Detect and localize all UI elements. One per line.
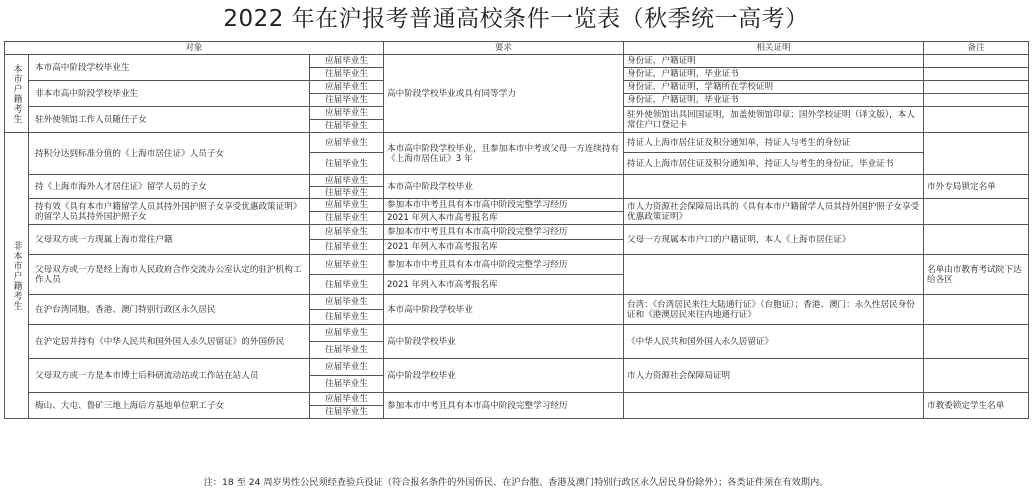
type-current: 应届毕业生 bbox=[310, 133, 384, 153]
document-cell: 身份证，户籍证明，毕业证书 bbox=[624, 68, 924, 81]
requirement-cell: 高中阶段学校毕业 bbox=[384, 359, 624, 393]
document-cell: 台湾：《台湾居民来往大陆通行证》（台胞证）；香港、澳门：永久性居民身份证和《港澳居民来往内地通行证》 bbox=[624, 295, 924, 325]
document-cell bbox=[624, 255, 924, 295]
table-row bbox=[5, 359, 1029, 376]
object-cell: 非本市高中阶段学校毕业生 bbox=[29, 81, 310, 107]
requirement-cell: 本市高中阶段学校毕业 bbox=[384, 175, 624, 199]
conditions-table bbox=[4, 41, 1029, 419]
requirement-cell: 参加本市中考且具有本市高中阶段完整学习经历 bbox=[384, 255, 624, 275]
type-current: 应届毕业生 bbox=[310, 393, 384, 406]
document-cell: 持证人上海市居住证及积分通知单，持证人与考生的身份证 bbox=[624, 133, 924, 153]
type-current: 应届毕业生 bbox=[310, 325, 384, 342]
object-cell: 父母双方或一方现属上海市常住户籍 bbox=[29, 225, 310, 255]
document-cell: 持证人上海市居住证及积分通知单，持证人与考生的身份证，毕业证书 bbox=[624, 153, 924, 175]
object-cell: 驻外使领馆工作人员随任子女 bbox=[29, 107, 310, 133]
type-current: 应届毕业生 bbox=[310, 175, 384, 187]
type-past: 往届毕业生 bbox=[310, 376, 384, 393]
type-past: 往届毕业生 bbox=[310, 153, 384, 175]
document-cell: 市人力资源社会保障局证明 bbox=[624, 359, 924, 393]
requirement-cell: 本市高中阶段学校毕业，且参加本市中考或父母一方连续持有《上海市居住证》3 年 bbox=[384, 133, 624, 175]
remark-cell: 名单由市教育考试院下达给各区 bbox=[924, 255, 1029, 295]
remark-cell bbox=[924, 225, 1029, 255]
object-cell: 父母双方或一方是经上海市人民政府合作交流办公室认定的驻沪机构工作人员 bbox=[29, 255, 310, 295]
type-current: 应届毕业生 bbox=[310, 295, 384, 310]
requirement-cell: 本市高中阶段学校毕业 bbox=[384, 295, 624, 325]
category-local: 本市户籍考生 bbox=[5, 55, 29, 133]
table-row bbox=[5, 295, 1029, 310]
header-remarks: 备注 bbox=[924, 42, 1029, 55]
remark-cell bbox=[924, 199, 1029, 225]
table-row bbox=[5, 55, 1029, 68]
type-past: 往届毕业生 bbox=[310, 240, 384, 255]
type-past: 往届毕业生 bbox=[310, 187, 384, 199]
type-current: 应届毕业生 bbox=[310, 107, 384, 120]
type-current: 应届毕业生 bbox=[310, 255, 384, 275]
remark-cell: 市外专局锁定名单 bbox=[924, 175, 1029, 199]
requirement-cell: 高中阶段学校毕业或具有同等学力 bbox=[384, 55, 624, 133]
requirement-cell: 参加本市中考且具有本市高中阶段完整学习经历 bbox=[384, 225, 624, 240]
page-title: 2022 年在沪报考普通高校条件一览表（秋季统一高考） bbox=[223, 6, 809, 32]
type-past: 往届毕业生 bbox=[310, 342, 384, 359]
table-row bbox=[5, 199, 1029, 212]
remark-cell bbox=[924, 359, 1029, 393]
remark-cell bbox=[924, 68, 1029, 81]
remark-cell bbox=[924, 55, 1029, 68]
document-cell: 身份证，户籍证明，学籍所在学校证明 bbox=[624, 81, 924, 94]
remark-cell bbox=[924, 94, 1029, 107]
table-row bbox=[5, 393, 1029, 406]
document-cell bbox=[624, 393, 924, 419]
table-row bbox=[5, 175, 1029, 187]
requirement-cell: 参加本市中考且具有本市高中阶段完整学习经历 bbox=[384, 199, 624, 212]
header-requirement: 要求 bbox=[384, 42, 624, 55]
object-cell: 持积分达到标准分值的《上海市居住证》人员子女 bbox=[29, 133, 310, 175]
table-row bbox=[5, 225, 1029, 240]
document-cell: 父母一方现属本市户口的户籍证明，本人《上海市居住证》 bbox=[624, 225, 924, 255]
type-current: 应届毕业生 bbox=[310, 199, 384, 212]
type-past: 往届毕业生 bbox=[310, 94, 384, 107]
type-past: 往届毕业生 bbox=[310, 68, 384, 81]
type-past: 往届毕业生 bbox=[310, 310, 384, 325]
type-current: 应届毕业生 bbox=[310, 55, 384, 68]
table-row bbox=[5, 133, 1029, 153]
category-nonlocal: 非本市户籍考生 bbox=[5, 133, 29, 419]
type-past: 往届毕业生 bbox=[310, 275, 384, 295]
header-documents: 相关证明 bbox=[624, 42, 924, 55]
table-row bbox=[5, 325, 1029, 342]
object-cell: 在沪台湾同胞，香港、澳门特别行政区永久居民 bbox=[29, 295, 310, 325]
object-cell: 持有效《具有本市户籍留学人员其持外国护照子女享受优惠政策证明》的留学人员其持外国护照子女 bbox=[29, 199, 310, 225]
remark-cell bbox=[924, 81, 1029, 94]
remark-cell bbox=[924, 107, 1029, 133]
object-cell: 梅山、大屯、鲁矿三地上海后方基地单位职工子女 bbox=[29, 393, 310, 419]
table-row bbox=[5, 255, 1029, 275]
object-cell: 在沪定居并持有《中华人民共和国外国人永久居留证》的外国侨民 bbox=[29, 325, 310, 359]
object-cell: 父母双方或一方是本市博士后科研流动站或工作站在站人员 bbox=[29, 359, 310, 393]
type-past: 往届毕业生 bbox=[310, 120, 384, 133]
remark-cell bbox=[924, 325, 1029, 359]
type-past: 往届毕业生 bbox=[310, 406, 384, 419]
requirement-cell: 2021 年列入本市高考报名库 bbox=[384, 212, 624, 225]
requirement-cell: 参加本市中考且具有本市高中阶段完整学习经历 bbox=[384, 393, 624, 419]
requirement-cell: 高中阶段学校毕业 bbox=[384, 325, 624, 359]
document-cell: 《中华人民共和国外国人永久居留证》 bbox=[624, 325, 924, 359]
type-current: 应届毕业生 bbox=[310, 359, 384, 376]
document-cell bbox=[624, 175, 924, 199]
object-cell: 持《上海市海外人才居住证》留学人员的子女 bbox=[29, 175, 310, 199]
type-past: 往届毕业生 bbox=[310, 212, 384, 225]
document-cell: 身份证，户籍证明，毕业证书 bbox=[624, 94, 924, 107]
footnote: 注：18 至 24 周岁男性公民须经查验兵役证（符合报名条件的外国侨民、在沪台胞、香港及澳门特别行政区永久居民身份除外）；各类证件须在有效期内。 bbox=[203, 477, 829, 488]
header-row bbox=[5, 42, 1029, 55]
object-cell: 本市高中阶段学校毕业生 bbox=[29, 55, 310, 81]
document-cell: 市人力资源社会保障局出具的《具有本市户籍留学人员其持外国护照子女享受优惠政策证明》 bbox=[624, 199, 924, 225]
header-object: 对象 bbox=[5, 42, 384, 55]
type-current: 应届毕业生 bbox=[310, 225, 384, 240]
requirement-cell: 2021 年列入本市高考报名库 bbox=[384, 275, 624, 295]
remark-cell: 市教委锁定学生名单 bbox=[924, 393, 1029, 419]
document-cell: 驻外使领馆出具回国证明，加盖使领馆印章；国外学校证明（译文版），本人常住户口登记卡 bbox=[624, 107, 924, 133]
requirement-cell: 2021 年列入本市高考报名库 bbox=[384, 240, 624, 255]
remark-cell bbox=[924, 295, 1029, 325]
document-cell: 身份证，户籍证明 bbox=[624, 55, 924, 68]
remark-cell bbox=[924, 133, 1029, 175]
type-current: 应届毕业生 bbox=[310, 81, 384, 94]
